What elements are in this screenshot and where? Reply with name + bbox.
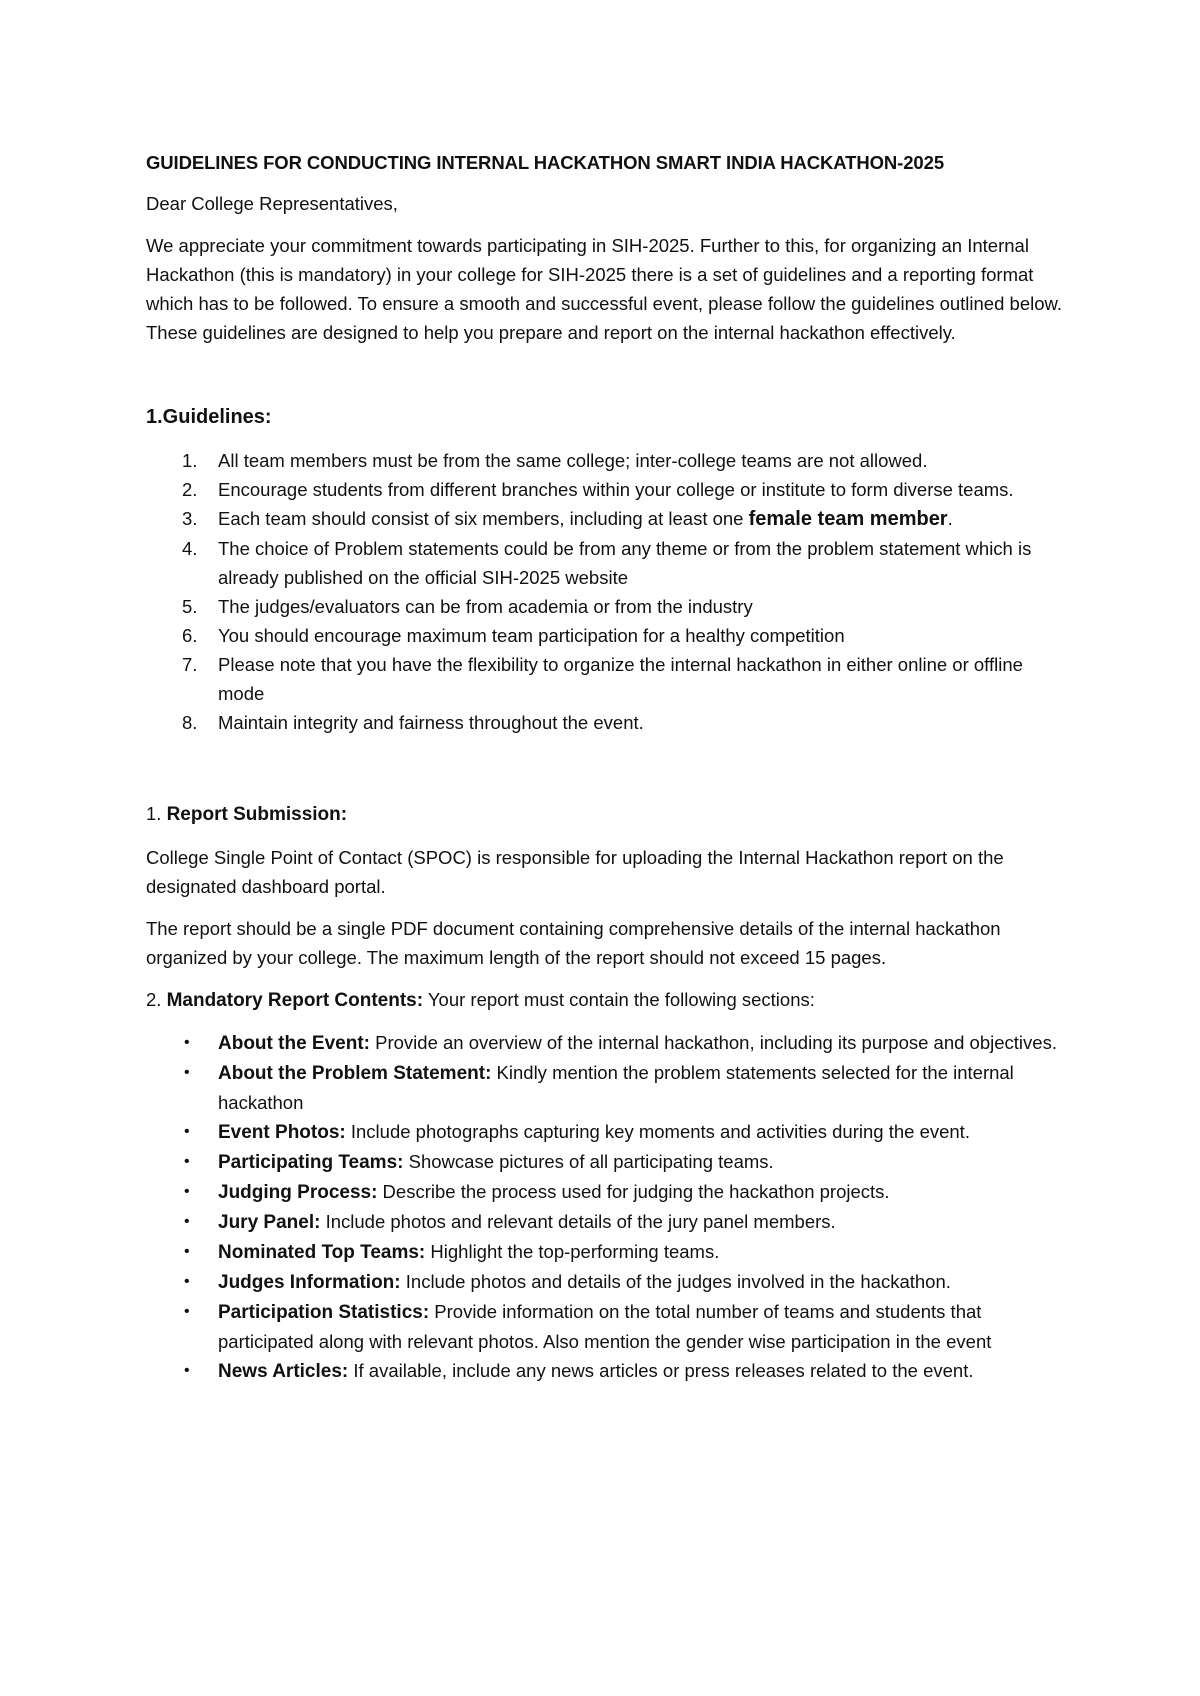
bullet-icon: • [184, 1243, 190, 1260]
list-item [146, 708, 1066, 737]
list-item [146, 1117, 1066, 1147]
document-body [146, 148, 1066, 1386]
bullet-icon: • [184, 1362, 190, 1379]
bullet-icon: • [184, 1153, 190, 1170]
contents-list [146, 1028, 1066, 1386]
list-item-suffix: . [947, 508, 953, 529]
report-submission-heading [146, 799, 1066, 829]
guidelines-list [146, 446, 1066, 737]
contents-heading [146, 985, 1066, 1015]
bullet-icon: • [184, 1183, 190, 1200]
item-text: Include photographs capturing key moments and activities during the event. [345, 1121, 970, 1142]
list-item [146, 446, 1066, 475]
list-number: 8. [182, 712, 198, 733]
list-number: 7. [182, 654, 198, 675]
heading-rest: Your report must contain the following sections: [423, 989, 815, 1010]
list-item-text: Please note that you have the flexibility to organize the internal hackathon in either online or offline mode [218, 654, 1023, 704]
list-item-text: Each team should consist of six members, including at least one [218, 508, 749, 529]
list-item [146, 621, 1066, 650]
item-text: Include photos and relevant details of the jury panel members. [320, 1211, 836, 1232]
list-item-text: Encourage students from different branches within your college or institute to form diverse teams. [218, 479, 1014, 500]
bullet-icon: • [184, 1034, 190, 1051]
item-text: Provide an overview of the internal hackathon, including its purpose and objectives. [370, 1032, 1057, 1053]
list-item [146, 475, 1066, 504]
bullet-icon: • [184, 1123, 190, 1140]
heading-number: 2. [146, 989, 167, 1010]
list-item [146, 1207, 1066, 1237]
item-label: About the Problem Statement: [218, 1063, 492, 1084]
list-item-text: The choice of Problem statements could be from any theme or from the problem statement which is already published on the official SIH-2025 website [218, 538, 1032, 588]
item-text: Kindly mention the problem statements selected for the internal hackathon [218, 1062, 1014, 1113]
item-text: If available, include any news articles or press releases related to the event. [348, 1360, 974, 1381]
list-item [146, 504, 1066, 534]
item-label: Jury Panel: [218, 1212, 321, 1233]
item-label: Participation Statistics: [218, 1302, 430, 1323]
item-label: Judging Process: [218, 1182, 378, 1203]
guidelines-heading: 1.Guidelines: [146, 406, 272, 428]
list-item [146, 1356, 1066, 1386]
item-label: Judges Information: [218, 1272, 401, 1293]
list-item [146, 592, 1066, 621]
list-item [146, 534, 1066, 592]
item-text: Describe the process used for judging the hackathon projects. [377, 1181, 890, 1202]
bullet-icon: • [184, 1064, 190, 1081]
heading-text: Report Submission: [166, 804, 348, 825]
item-text: Provide information on the total number of teams and students that participated along with relevant photos. Also mention the gender wise participation in the event [218, 1301, 992, 1352]
bullet-icon: • [184, 1213, 190, 1230]
list-item [146, 1177, 1066, 1207]
list-item [146, 1267, 1066, 1297]
list-item [146, 1028, 1066, 1058]
emphasis-text: female team member [748, 508, 948, 530]
list-item-text: The judges/evaluators can be from academia or from the industry [218, 596, 753, 617]
list-number: 3. [182, 508, 198, 529]
report-paragraph-1: College Single Point of Contact (SPOC) is responsible for uploading the Internal Hackathon report on the designated dashboard portal. [146, 847, 1004, 897]
item-label: Event Photos: [218, 1122, 346, 1143]
list-number: 1. [182, 450, 198, 471]
item-label: Nominated Top Teams: [218, 1242, 426, 1263]
item-text: Highlight the top-performing teams. [425, 1241, 720, 1262]
list-item-text: All team members must be from the same college; inter-college teams are not allowed. [218, 450, 928, 471]
intro-paragraph: We appreciate your commitment towards participating in SIH-2025. Further to this, for organizing an Internal Hackathon (this is mandatory) in your college for SIH-2025 there is a set of guidelines and a reporting format which has to be followed. To ensure a smooth and successful event, please follow the guidelines outlined below. These guidelines are designed to help you prepare and report on the internal hackathon effectively. [146, 235, 1062, 343]
item-text: Include photos and details of the judges involved in the hackathon. [400, 1271, 951, 1292]
report-paragraph-2: The report should be a single PDF document containing comprehensive details of the internal hackathon organized by your college. The maximum length of the report should not exceed 15 pages. [146, 918, 1001, 968]
page-title: GUIDELINES FOR CONDUCTING INTERNAL HACKATHON SMART INDIA HACKATHON-2025 [146, 152, 945, 173]
item-label: About the Event: [218, 1033, 370, 1054]
list-item [146, 1237, 1066, 1267]
list-number: 4. [182, 538, 198, 559]
list-item [146, 1297, 1066, 1356]
item-label: Participating Teams: [218, 1152, 404, 1173]
item-text: Showcase pictures of all participating teams. [403, 1151, 774, 1172]
list-item [146, 1058, 1066, 1117]
list-item-text: Maintain integrity and fairness throughout the event. [218, 712, 644, 733]
bullet-icon: • [184, 1273, 190, 1290]
item-label: News Articles: [218, 1361, 349, 1382]
list-number: 2. [182, 479, 198, 500]
bullet-icon: • [184, 1303, 190, 1320]
list-item [146, 650, 1066, 708]
list-item [146, 1147, 1066, 1177]
list-number: 5. [182, 596, 198, 617]
heading-number: 1. [146, 803, 167, 824]
salutation: Dear College Representatives, [146, 193, 398, 214]
list-item-text: You should encourage maximum team participation for a healthy competition [218, 625, 845, 646]
list-number: 6. [182, 625, 198, 646]
heading-text: Mandatory Report Contents: [166, 990, 424, 1011]
